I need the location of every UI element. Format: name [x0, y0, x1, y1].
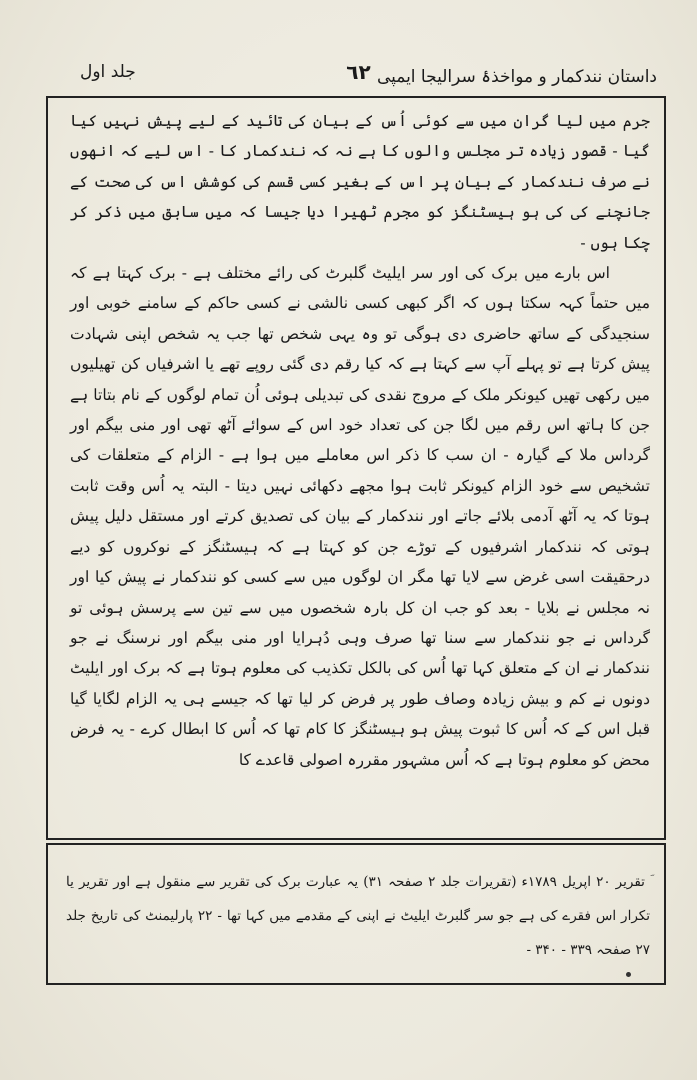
main-text-body: [70, 106, 650, 775]
running-title: داستان نندکمار و مواخذۂ سرالیجا ایمپی: [376, 67, 657, 87]
footnote: ؔ تقریر ۲۰ اپریل ۱۷۸۹ء (تقریرات جلد ۲ صفحہ ۳۱) یہ عبارت برک کی تقریر سے منقول ہے اور تقریر یا تکرار اس فقرے کی ہے جو سر گلبرٹ ایلیٹ نے اپنی کے مقدمے میں کہا تھا - ۲۲ پارلیمنٹ کی تاریخ جلد ۲۷ صفحہ ۳۳۹ - ۳۴۰ -: [66, 874, 651, 958]
footnote-body: [66, 865, 650, 967]
page-header: [60, 60, 657, 96]
volume-label: جلد اول: [80, 62, 136, 82]
main-text-frame: [46, 96, 666, 840]
scan-speck: [626, 972, 631, 977]
paragraph: جرم میں لیا گران میں سے کوئی اُس کے بیان کی تائید کے لیے پیش نہیں کیا گیا - قصور زیادہ تر مجلس والوں کا ہے نہ کہ نندکمار کا - اس لیے کہ انھوں نے صرف نندکمار کے بیان پر اس کے بغیر کسی قسم کی کوشش اس کی صحت کے جانچنے کی کی ہو ہیسٹنگز کو مجرم ٹھیرا دیا جیسا کہ میں سابق میں ذکر کر چکا ہوں -: [70, 112, 650, 252]
paragraph: اس بارے میں برک کی اور سر ایلیٹ گلبرٹ کی رائے مختلف ہے - برک کہتا ہے کہ میں حتماً کہہ سکتا ہوں کہ اگر کبھی کسی نالشی نے کسی حاکم کے سامنے خوبی اور سنجیدگی کے ساتھ حاضری دی ہوگی تو وہ یہی شخص تھا جب یہ شخص اپنی شہادت پیش کرتا ہے تو پہلے آپ سے کہتا ہے کہ کیا رقم دی گئی روپے تھے یا اشرفیاں کن تھیلیوں میں رکھی تھیں کیونکر ملک کے مروج نقدی کی تبدیلی ہوئی اُن تمام لوگوں کے نام بتاتا ہے جن کا ہاتھ اس رقم میں لگا جن کی تعداد خود اس کے سوائے آٹھ تھی اور منی بیگم اور گرداس ملا کے گیارہ - ان سب کا ذکر اس معاملے میں ہوا ہے - الزام کے متعلقات کی تشخیص سے خود الزام کیونکر ثابت ہوا مجھے دکھائی نہیں دیتا - البتہ یہ اُس وقت ثابت ہوتا کہ یہ آٹھ آدمی بلائے جاتے اور نندکمار کے بیان کی تصدیق کرتے اور مستقل دلیل پیش ہوتی کہ نندکمار اشرفیوں کے توڑے جن کو کہتا ہے کہ ہیسٹنگز کے نوکروں کو دیے درحقیقت اسی غرض سے لایا تھا مگر ان لوگوں میں سے کسی کو نندکمار نے پیش کیا اور نہ مجلس نے بلایا - بعد کو جب ان کل بارہ شخصوں میں سے تین سے پرسش ہوئی تو گرداس نے جو نندکمار سے سنا تھا صرف وہی دُہرایا اور منی بیگم اور نرسنگ نے جو نندکمار نے ان کے متعلق کہا تھا اُس کی بالکل تکذیب کی معلوم ہوتا ہے کہ برک اور ایلیٹ دونوں نے کم و بیش زیادہ وصاف طور پر فرض کر لیا تھا کہ جیسے ہی یہ الزام لگایا گیا قبل اس کے کہ اُس کا ثبوت پیش ہو ہیسٹنگز کا کام تھا کہ اُس کا ابطال کرے - یہ فرض محض کو معلوم ہوتا ہے کہ اُس مشہور مقررہ اصولی قاعدے کا: [70, 264, 650, 769]
page-number: ٦٢: [346, 60, 371, 84]
footnote-frame: [46, 843, 666, 985]
